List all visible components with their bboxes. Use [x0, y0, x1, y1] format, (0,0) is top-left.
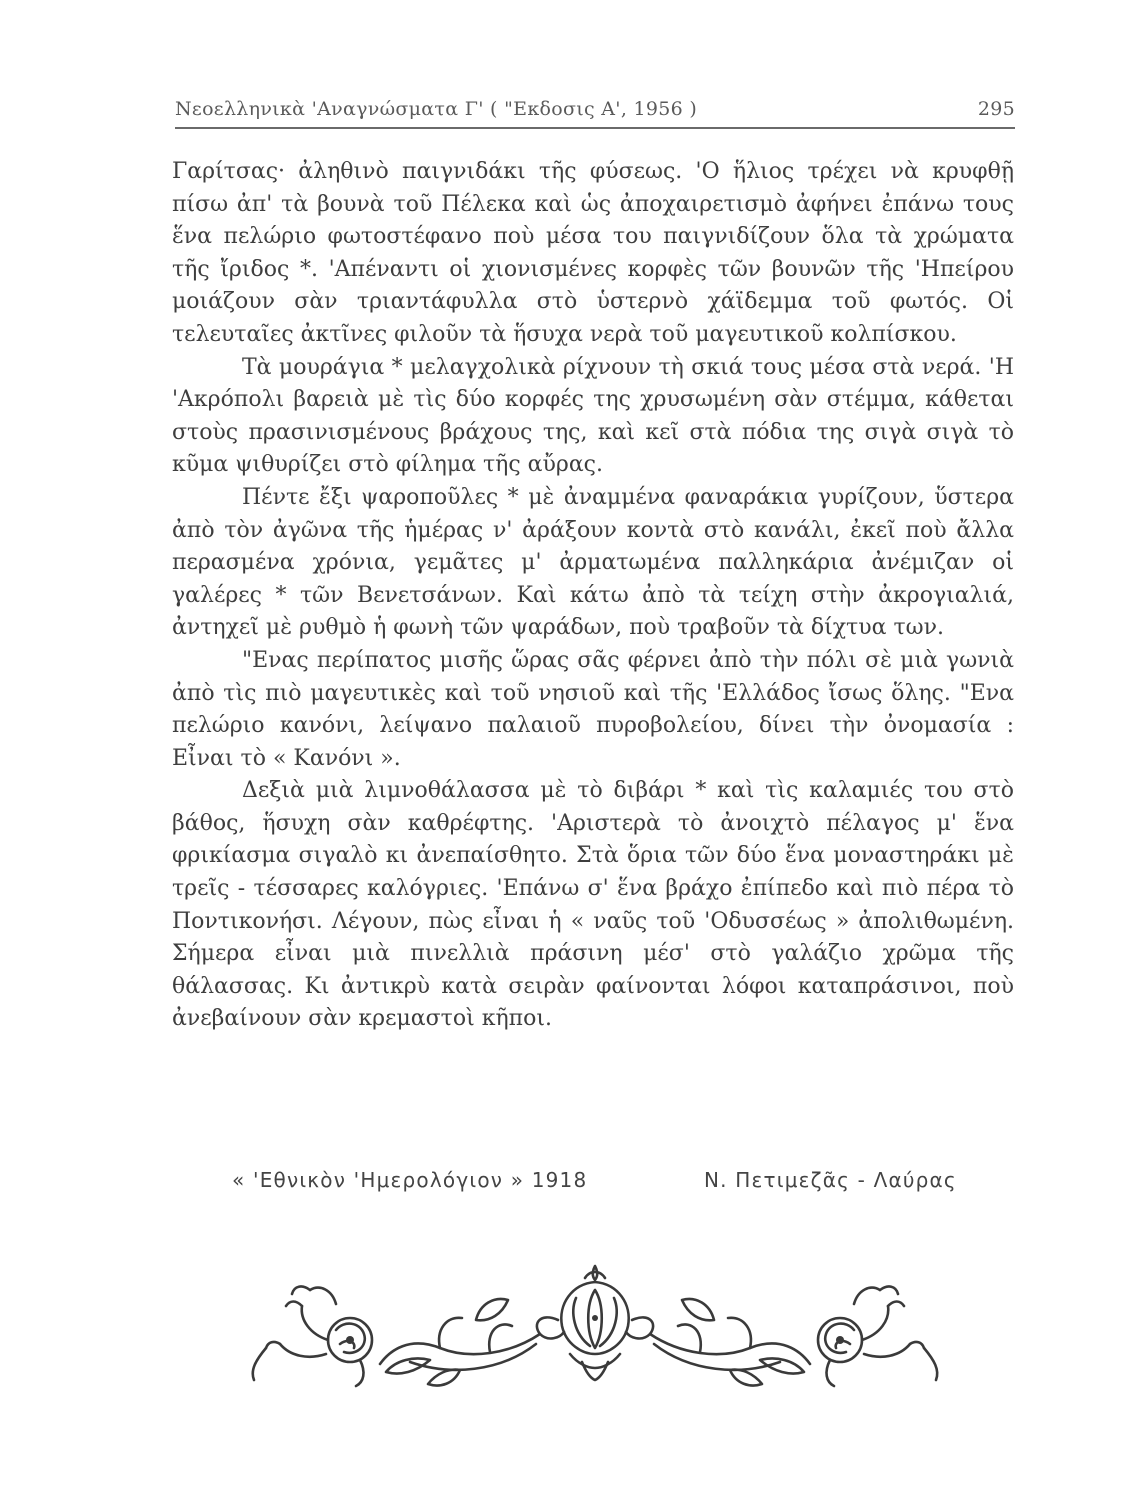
running-header-title: Νεοελληνικὰ 'Αναγνώσματα Γ' ( "Εκδοσις Α', 1956 ) — [175, 98, 698, 120]
paragraph-2: Τὰ μουράγια * μελαγχολικὰ ρίχνουν τὴ σκιά τους μέσα στὰ νερά. 'Η 'Ακρόπολι βαρειὰ μὲ τὶς δύο κορφές της χρυσωμένη σὰν στέμμα, κάθεται στοὺς πρασινισμένους βράχους της, καὶ κεῖ στὰ πόδια της σιγὰ σιγὰ τὸ κῦμα ψιθυρίζει στὸ φίλημα τῆς αὔρας. — [172, 354, 1014, 478]
attribution-author: Ν. Πετιμεζᾶς - Λαύρας — [704, 1168, 957, 1192]
paragraph-3: Πέντε ἔξι ψαροποῦλες * μὲ ἀναμμένα φαναράκια γυρίζουν, ὕστερα ἀπὸ τὸν ἀγῶνα τῆς ἡμέρας ν' ἀράξουν κοντὰ στὸ κανάλι, ἐκεῖ ποὺ ἄλλα περασμένα χρόνια, γεμᾶτες μ' ἀρματωμένα παλληκάρια ἀνέμιζαν οἱ γαλέρες * τῶν Βενετσάνων. Καὶ κάτω ἀπὸ τὰ τείχη στὴν ἀκρογιαλιά, ἀντηχεῖ μὲ ρυθμὸ ἡ φωνὴ τῶν ψαράδων, ποὺ τραβοῦν τὰ δίχτυα των. — [172, 484, 1014, 641]
paragraph-4: "Ενας περίπατος μισῆς ὥρας σᾶς φέρνει ἀπὸ τὴν πόλι σὲ μιὰ γωνιὰ ἀπὸ τὶς πιὸ μαγευτικὲς καὶ τοῦ νησιοῦ καὶ τῆς 'Ελλάδος ἴσως ὅλης. "Ενα πελώριο κανόνι, λείψανο παλαιοῦ πυροβολείου, δίνει τὴν ὀνομασία : Εἶναι τὸ « Κανόνι ». — [172, 647, 1014, 771]
attribution-source: « 'Εθνικὸν 'Ημερολόγιον » 1918 — [232, 1168, 588, 1192]
body-text — [172, 156, 1014, 1036]
attribution — [232, 1168, 957, 1202]
floral-vignette-icon — [240, 1260, 950, 1390]
page-number: 295 — [977, 98, 1015, 120]
paragraph-1: Γαρίτσας· ἀληθινὸ παιγνιδάκι τῆς φύσεως. 'Ο ἥλιος τρέχει νὰ κρυφθῇ πίσω ἀπ' τὰ βουνὰ τοῦ Πέλεκα καὶ ὡς ἀποχαιρετισμὸ ἀφήνει ἐπάνω τους ἕνα πελώριο φωτοστέφανο ποὺ μέσα του παιγνιδίζουν ὅλα τὰ χρώματα τῆς ἴριδος *. 'Απέναντι οἱ χιονισμένες κορφὲς τῶν βουνῶν τῆς 'Ηπείρου μοιάζουν σὰν τριαντάφυλλα στὸ ὑστερνὸ χάϊδεμμα τοῦ φωτός. Οἱ τελευταῖες ἀκτῖνες φιλοῦν τὰ ἥσυχα νερὰ τοῦ μαγευτικοῦ κολπίσκου. — [172, 159, 1014, 347]
header-rule — [175, 127, 1015, 129]
paragraph-5: Δεξιὰ μιὰ λιμνοθάλασσα μὲ τὸ διβάρι * καὶ τὶς καλαμιές του στὸ βάθος, ἥσυχη σὰν καθρέφτης. 'Αριστερὰ τὸ ἀνοιχτὸ πέλαγος μ' ἕνα φρικίασμα σιγαλὸ κι ἀνεπαίσθητο. Στὰ ὅρια τῶν δύο ἕνα μοναστηράκι μὲ τρεῖς - τέσσαρες καλόγριες. 'Επάνω σ' ἕνα βράχο ἐπίπεδο καὶ πιὸ πέρα τὸ Ποντικονήσι. Λέγουν, πὼς εἶναι ἡ « ναῦς τοῦ 'Οδυσσέως » ἀπολιθωμένη. Σήμερα εἶναι μιὰ πινελλιὰ πράσινη μέσ' στὸ γαλάζιο χρῶμα τῆς θάλασσας. Κι ἀντικρὺ κατὰ σειρὰν φαίνονται λόφοι καταπράσινοι, ποὺ ἀνεβαίνουν σὰν κρεμαστοὶ κῆποι. — [172, 778, 1014, 1032]
running-header — [175, 98, 1015, 128]
